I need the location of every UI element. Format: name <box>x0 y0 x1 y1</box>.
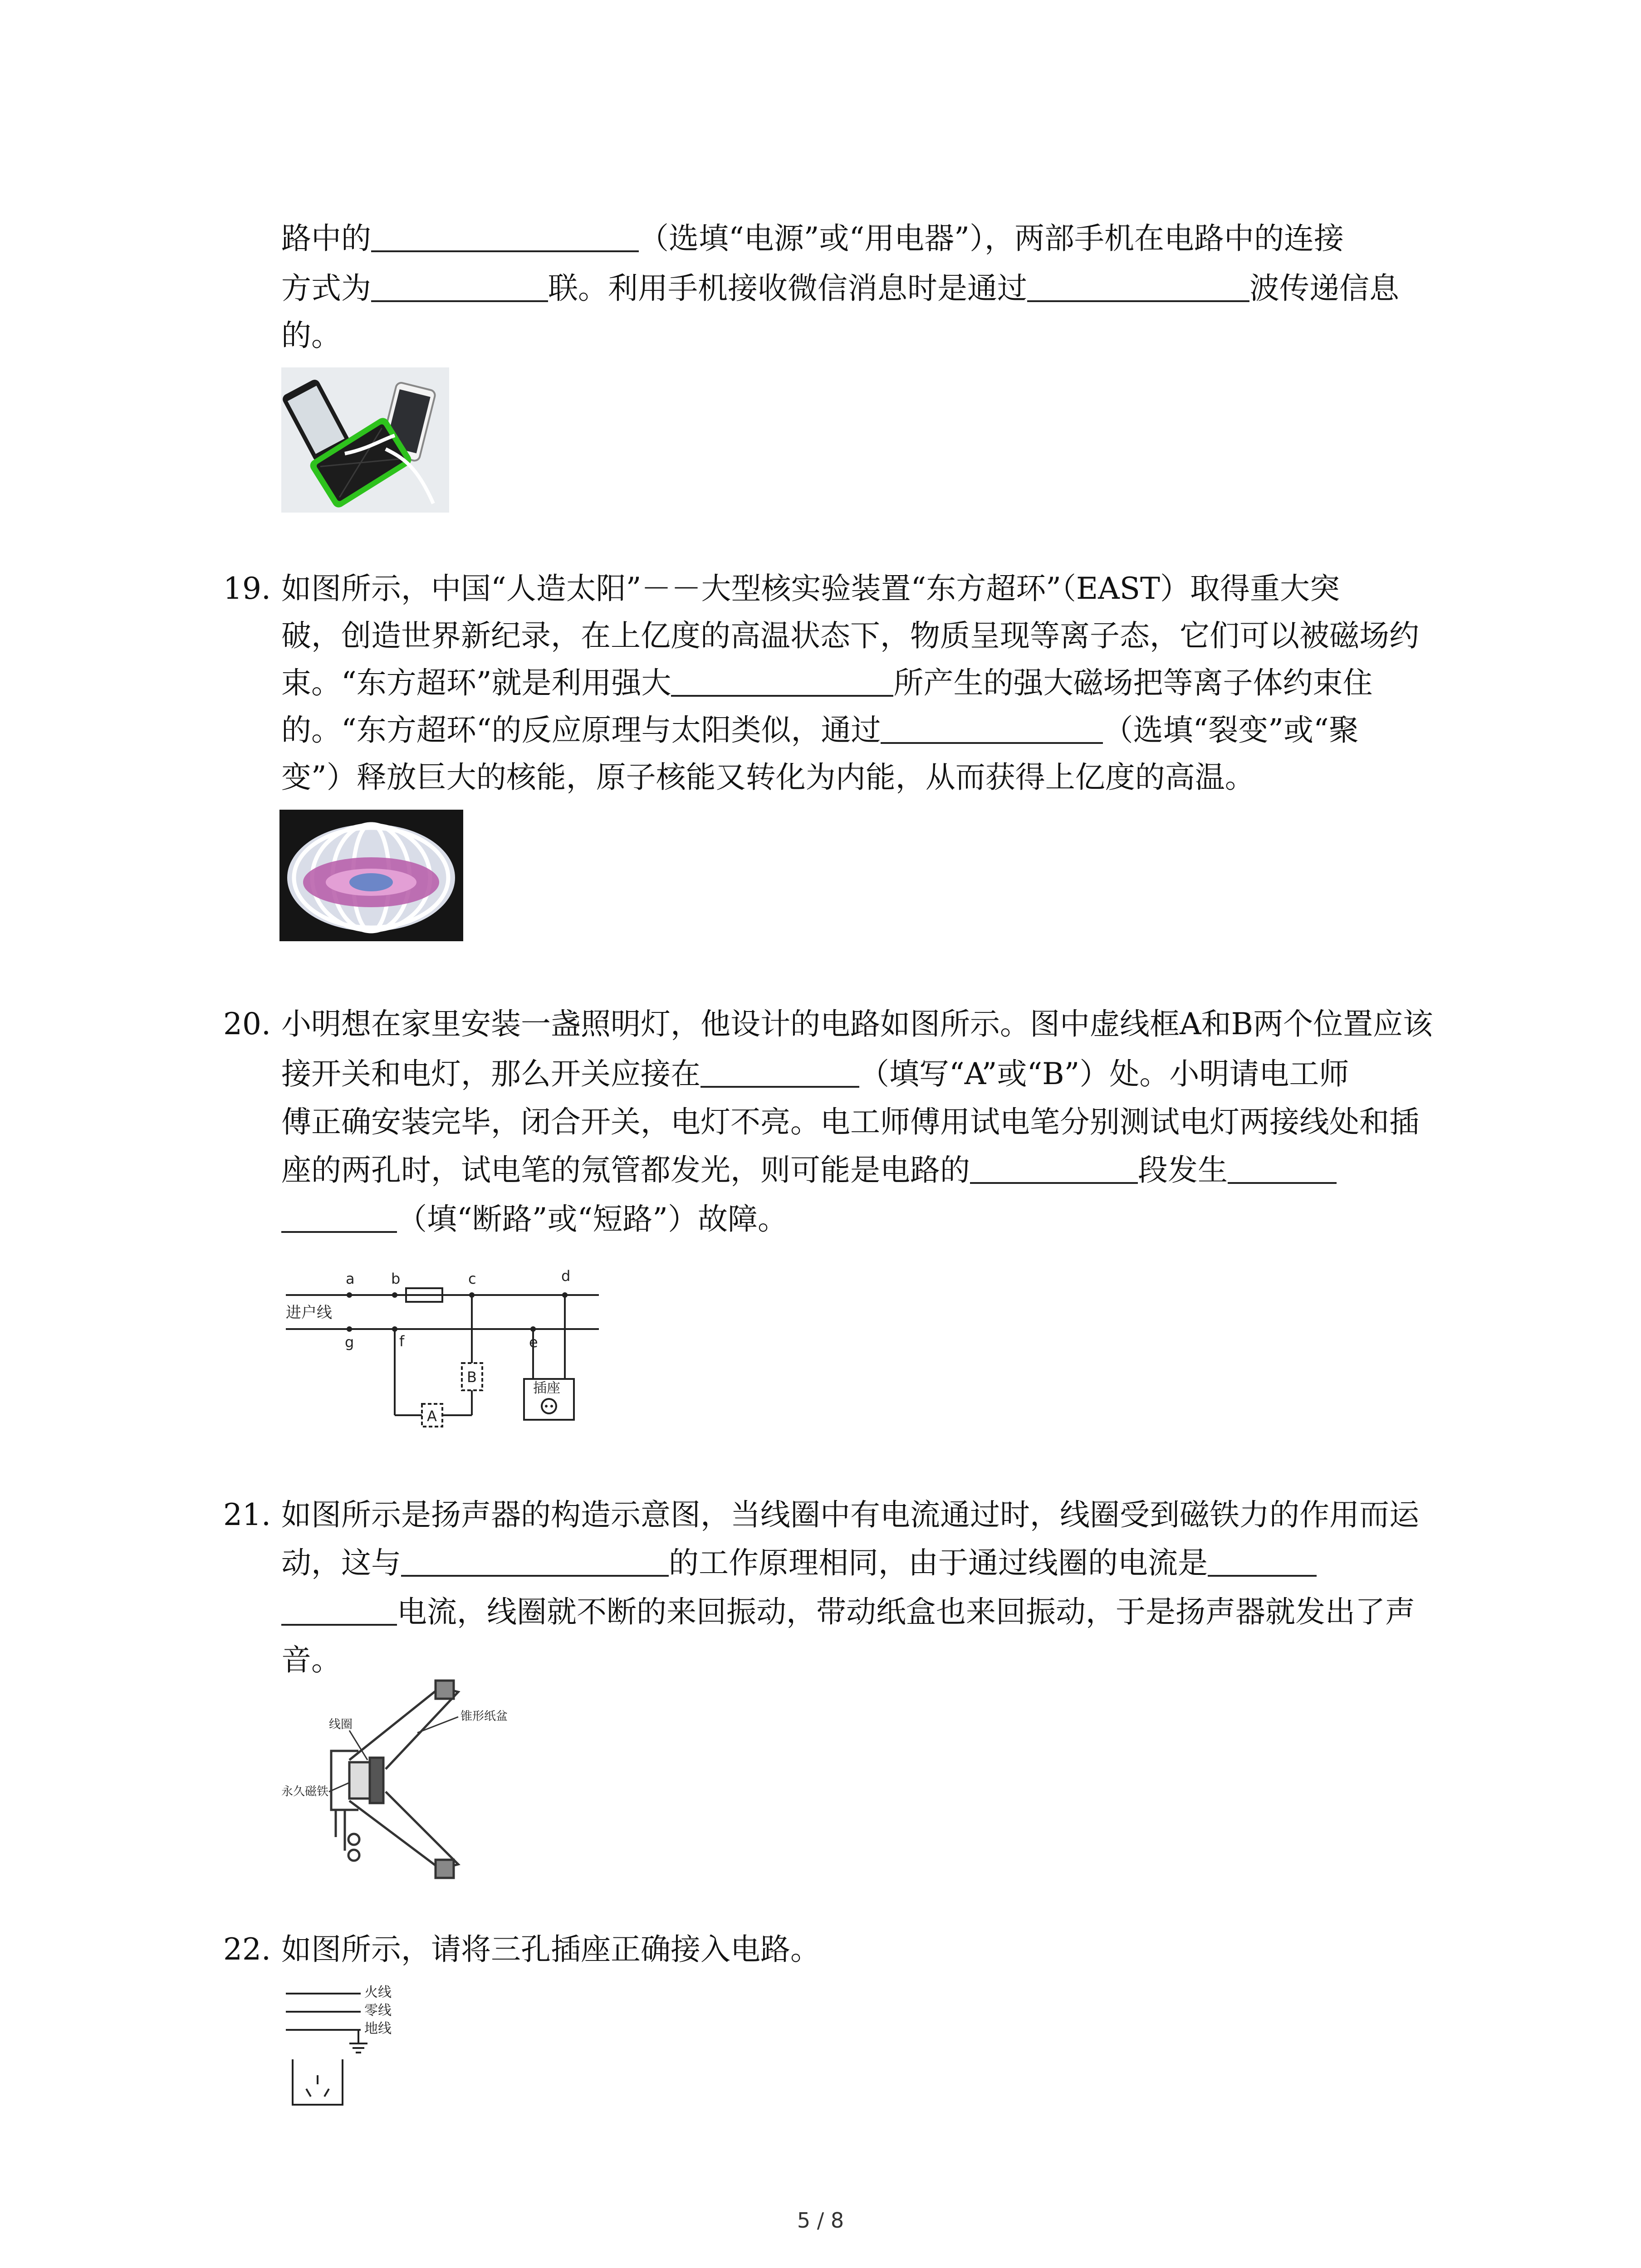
node-e-label: e <box>529 1334 538 1351</box>
q22-line-1: 如图所示，请将三孔插座正确接入电路。 <box>281 1932 820 1967</box>
q20-blank-2[interactable] <box>970 1154 1138 1184</box>
box-b-label: B <box>467 1369 477 1386</box>
q18-line-2 <box>281 270 1399 307</box>
q18-line-1 <box>281 220 1344 257</box>
q19-text: 所产生的强大磁场把等离子体约束住 <box>893 665 1373 700</box>
incoming-line-label: 进户线 <box>286 1304 332 1322</box>
q19-number: 19. <box>223 571 271 606</box>
page-number: 5 / 8 <box>797 2208 844 2233</box>
q21-line-2 <box>281 1545 1317 1581</box>
box-a-label: A <box>427 1408 437 1425</box>
q21-text: 的工作原理相同，由于通过线圈的电流是 <box>669 1545 1208 1580</box>
q19-line-1: 如图所示，中国“人造太阳”－－大型核实验装置“东方超环”（EAST）取得重大突 <box>281 571 1340 606</box>
q20-text: 座的两孔时，试电笔的氖管都发光，则可能是电路的 <box>281 1153 970 1188</box>
node-g-label: g <box>345 1334 354 1351</box>
live-wire-label: 火线 <box>364 1984 392 2000</box>
q19-text: 束。“东方超环”就是利用强大 <box>281 665 671 700</box>
q19-line-3 <box>281 665 1372 701</box>
magnet-label: 永久磁铁 <box>281 1785 329 1799</box>
node-a-label: a <box>346 1270 355 1287</box>
q19-text: （选填“裂变”或“聚 <box>1103 713 1359 748</box>
q18-text: 路中的 <box>281 221 371 256</box>
q18-blank-2[interactable] <box>371 272 548 302</box>
q20-blank-3a[interactable] <box>1228 1154 1337 1184</box>
q20-line-3: 傅正确安装完毕，闭合开关，电灯不亮。电工师傅用试电笔分别测试电灯两接线处和插 <box>281 1105 1419 1139</box>
q21-line-1: 如图所示是扬声器的构造示意图，当线圈中有电流通过时，线圈受到磁铁力的作用而运 <box>281 1497 1419 1532</box>
q18-text: 方式为 <box>281 271 371 306</box>
q18-line-3: 的。 <box>281 318 341 353</box>
q21-blank-1[interactable] <box>401 1547 669 1577</box>
three-pin-socket-diagram <box>284 1978 415 2114</box>
q22-number: 22. <box>223 1932 271 1967</box>
q20-line-2 <box>281 1056 1349 1092</box>
q21-text: 动，这与 <box>281 1545 401 1580</box>
q21-blank-2a[interactable] <box>1208 1547 1317 1577</box>
neutral-wire-label: 零线 <box>364 2003 392 2019</box>
ground-wire-label: 地线 <box>364 2021 392 2037</box>
q20-line-5 <box>281 1201 788 1237</box>
speaker-diagram <box>281 1678 535 1882</box>
q18-text: 联。利用手机接收微信消息时是通过 <box>548 271 1027 306</box>
q20-blank-1[interactable] <box>700 1058 859 1088</box>
q18-text: 波传递信息 <box>1249 271 1399 306</box>
q21-blank-2b[interactable] <box>281 1596 397 1626</box>
q19-line-5: 变”）释放巨大的核能，原子核能又转化为内能，从而获得上亿度的高温。 <box>281 760 1255 795</box>
q20-line-1: 小明想在家里安装一盏照明灯，他设计的电路如图所示。图中虚线框A和B两个位置应该 <box>281 1007 1433 1041</box>
q18-text: （选填“电源”或“用电器”），两部手机在电路中的连接 <box>639 221 1344 256</box>
q21-number: 21. <box>223 1497 271 1532</box>
node-c-label: c <box>468 1270 476 1287</box>
q21-text: 电流，线圈就不断的来回振动，带动纸盒也来回振动，于是扬声器就发出了声 <box>397 1594 1415 1629</box>
q20-text: （填“断路”或“短路”）故障。 <box>397 1202 788 1237</box>
q20-line-4 <box>281 1152 1337 1188</box>
q18-blank-1[interactable] <box>371 222 639 252</box>
q18-blank-3[interactable] <box>1027 272 1249 302</box>
q20-text: 段发生 <box>1138 1153 1228 1188</box>
node-f-label: f <box>399 1333 405 1350</box>
q19-line-4 <box>281 712 1359 748</box>
q20-text: （填写“A”或“B”）处。小明请电工师 <box>859 1056 1349 1091</box>
q19-blank-2[interactable] <box>881 714 1103 744</box>
power-bank-photo <box>281 367 449 513</box>
q20-blank-3b[interactable] <box>281 1203 397 1233</box>
node-d-label: d <box>561 1267 571 1285</box>
coil-label: 线圈 <box>329 1718 353 1731</box>
q19-blank-1[interactable] <box>671 667 893 697</box>
socket-label: 插座 <box>533 1380 560 1396</box>
q19-line-2: 破，创造世界新纪录，在上亿度的高温状态下，物质呈现等离子态，它们可以被磁场约 <box>281 618 1419 653</box>
node-b-label: b <box>391 1270 401 1287</box>
q21-line-3 <box>281 1594 1415 1630</box>
cone-label: 锥形纸盆 <box>460 1710 508 1723</box>
q19-text: 的。“东方超环“的反应原理与太阳类似，通过 <box>281 713 881 748</box>
q21-line-4: 音。 <box>281 1642 341 1677</box>
circuit-diagram <box>286 1266 612 1447</box>
q20-text: 接开关和电灯，那么开关应接在 <box>281 1056 700 1091</box>
q20-number: 20. <box>223 1007 271 1041</box>
tokamak-image <box>279 810 463 941</box>
